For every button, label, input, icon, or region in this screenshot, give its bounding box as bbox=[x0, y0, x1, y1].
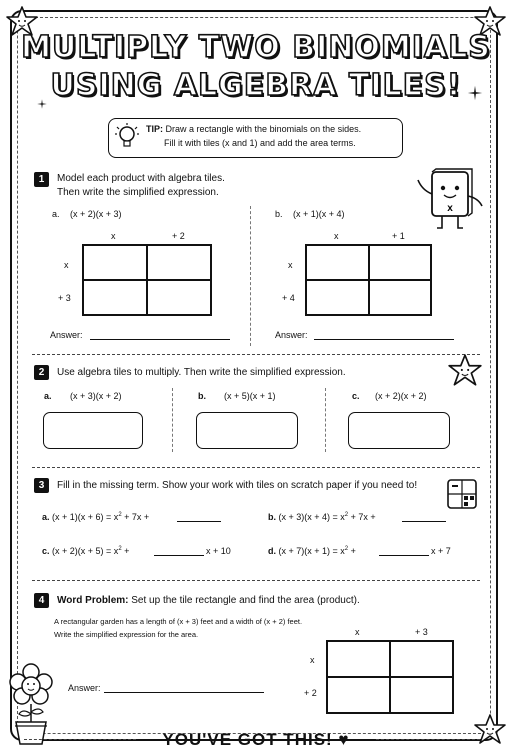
tile-grid-icon bbox=[445, 477, 479, 511]
section-1-number: 1 bbox=[34, 172, 49, 187]
item-3b-blank[interactable] bbox=[402, 521, 446, 522]
item-3b-letter: b. bbox=[268, 512, 276, 522]
item-2c-answer-box[interactable] bbox=[348, 412, 450, 449]
item-3a-rhs: + 7x + bbox=[121, 512, 150, 522]
grid-4-col-2: + 3 bbox=[415, 627, 428, 637]
grid-4-row-1: x bbox=[310, 655, 315, 665]
item-1b-answer-label: Answer: bbox=[275, 330, 308, 340]
footer-text: YOU'VE GOT THIS! ♥ bbox=[162, 730, 350, 749]
item-1b-expr: (x + 1)(x + 4) bbox=[293, 209, 345, 219]
divider bbox=[250, 206, 251, 346]
exponent: 2 bbox=[344, 546, 349, 552]
grid-1a-row-2: + 3 bbox=[58, 293, 71, 303]
grid-1b-row-2: + 4 bbox=[282, 293, 295, 303]
item-3b-lhs: (x + 3)(x + 4) = x bbox=[278, 512, 345, 522]
item-3c-letter: c. bbox=[42, 546, 50, 556]
item-2c-expr: (x + 2)(x + 2) bbox=[375, 391, 427, 401]
word-problem-line-1: A rectangular garden has a length of (x + 3) feet and a width of (x + 2) feet. bbox=[54, 617, 303, 626]
grid-4-col-1: x bbox=[355, 627, 360, 637]
tile-grid-1b[interactable] bbox=[305, 244, 432, 316]
grid-1b-col-1: x bbox=[334, 231, 339, 241]
section-divider bbox=[32, 580, 480, 581]
grid-1a-col-2: + 2 bbox=[172, 231, 185, 241]
word-problem-line-2: Write the simplified expression for the area. bbox=[54, 630, 199, 639]
item-3c-tail: x + 10 bbox=[206, 546, 231, 556]
tile-grid-4[interactable] bbox=[326, 640, 454, 714]
item-1a-letter: a. bbox=[52, 209, 60, 219]
section-3-number: 3 bbox=[34, 478, 49, 493]
item-4-answer-label: Answer: bbox=[68, 683, 101, 693]
item-1b-answer-line[interactable] bbox=[314, 339, 454, 340]
item-1a-answer-label: Answer: bbox=[50, 330, 83, 340]
item-2c-letter: c. bbox=[352, 391, 360, 401]
title-line-1: MULTIPLY TWO BINOMIALS bbox=[21, 30, 491, 65]
item-3a-lhs: (x + 1)(x + 6) = x bbox=[52, 512, 119, 522]
item-2a-answer-box[interactable] bbox=[43, 412, 143, 449]
item-3d bbox=[268, 546, 356, 556]
title-line-2: USING ALGEBRA TILES! bbox=[50, 68, 462, 103]
section-divider bbox=[32, 467, 480, 468]
tip-label: TIP: bbox=[146, 124, 163, 134]
item-3c-rhs: + bbox=[121, 546, 130, 556]
section-4-heading bbox=[57, 594, 360, 607]
item-3c-blank[interactable] bbox=[154, 555, 204, 556]
item-1a-answer-line[interactable] bbox=[90, 339, 230, 340]
item-3b bbox=[268, 512, 376, 522]
item-3d-tail: x + 7 bbox=[431, 546, 451, 556]
star-icon bbox=[446, 352, 484, 390]
item-3a-blank[interactable] bbox=[177, 521, 221, 522]
item-3d-letter: d. bbox=[268, 546, 276, 556]
item-3d-rhs: + bbox=[348, 546, 356, 556]
svg-text:x: x bbox=[447, 203, 453, 214]
item-2a-letter: a. bbox=[44, 391, 52, 401]
item-3b-rhs: + 7x + bbox=[348, 512, 376, 522]
section-2-text: Use algebra tiles to multiply. Then write the simplified expression. bbox=[57, 367, 346, 378]
item-2a-expr: (x + 3)(x + 2) bbox=[70, 391, 122, 401]
section-4-number: 4 bbox=[34, 593, 49, 608]
divider bbox=[325, 388, 326, 452]
item-1a-expr: (x + 2)(x + 3) bbox=[70, 209, 122, 219]
item-3c bbox=[42, 546, 129, 556]
grid-1b-row-1: x bbox=[288, 260, 293, 270]
tip-line-1 bbox=[146, 123, 361, 136]
grid-1b-col-2: + 1 bbox=[392, 231, 405, 241]
exponent: 2 bbox=[344, 512, 349, 518]
item-2b-answer-box[interactable] bbox=[196, 412, 298, 449]
lightbulb-icon bbox=[114, 122, 140, 152]
grid-4-row-2: + 2 bbox=[304, 688, 317, 698]
item-1b-letter: b. bbox=[275, 209, 283, 219]
tile-grid-1a[interactable] bbox=[82, 244, 212, 316]
section-4-text: Set up the tile rectangle and find the area (product). bbox=[128, 595, 360, 606]
item-3a-letter: a. bbox=[42, 512, 50, 522]
tip-line-2: Fill it with tiles (x and 1) and add the area terms. bbox=[164, 138, 356, 148]
section-1-line-1: Model each product with algebra tiles. bbox=[57, 173, 225, 184]
tile-mascot-icon bbox=[410, 166, 488, 238]
exponent: 2 bbox=[118, 512, 122, 518]
grid-1a-col-1: x bbox=[111, 231, 116, 241]
item-4-answer-line[interactable] bbox=[104, 692, 264, 693]
item-3c-lhs: (x + 2)(x + 5) = x bbox=[52, 546, 119, 556]
grid-1a-row-1: x bbox=[64, 260, 69, 270]
section-3-text: Fill in the missing term. Show your work with tiles on scratch paper if you need to! bbox=[57, 480, 418, 491]
section-1-line-2: Then write the simplified expression. bbox=[57, 187, 219, 198]
item-2b-expr: (x + 5)(x + 1) bbox=[224, 391, 276, 401]
divider bbox=[172, 388, 173, 452]
section-4-label: Word Problem: bbox=[57, 595, 129, 606]
item-2b-letter: b. bbox=[198, 391, 206, 401]
item-3a bbox=[42, 512, 149, 522]
exponent: 2 bbox=[118, 546, 122, 552]
section-2-number: 2 bbox=[34, 365, 49, 380]
section-divider bbox=[32, 354, 480, 355]
item-3d-lhs: (x + 7)(x + 1) = x bbox=[278, 546, 345, 556]
item-3d-blank[interactable] bbox=[379, 555, 429, 556]
tip-text-1: Draw a rectangle with the binomials on the sides. bbox=[165, 124, 362, 134]
